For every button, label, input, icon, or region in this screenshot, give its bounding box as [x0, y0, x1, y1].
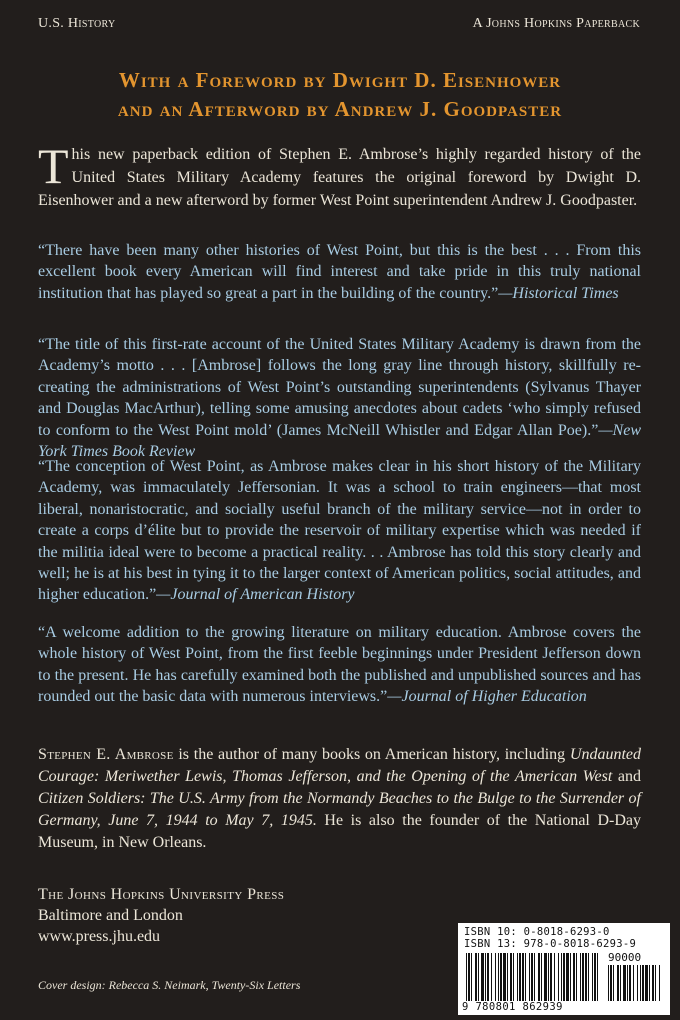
isbn-13: ISBN 13: 978-0-8018-6293-9 — [464, 938, 637, 950]
author-name: Stephen E. Ambrose — [38, 746, 174, 763]
barcode-bar — [566, 953, 569, 1001]
barcode-bar — [510, 953, 512, 1001]
barcode-bar — [640, 965, 641, 1001]
barcode-bar — [468, 953, 470, 1001]
barcode-bar — [534, 953, 535, 1001]
barcode-bar — [561, 953, 562, 1001]
barcode-bar — [594, 953, 596, 1001]
barcode-bar — [485, 953, 486, 1001]
barcode-bar — [585, 953, 587, 1001]
barcode-bar — [531, 953, 533, 1001]
quote-text: “The conception of West Point, as Ambrose makes clear in his short history of the Military Academy, was immaculately Jeffersonian. It was a school to train engineers—that most liberal, nonaristocratic, and socially useful branch of the military service—not in order to create a corps d’élite but to provide the reservoir of military expertise which was needed if the militia ideal were to become a practical reality. . . Ambrose has told this story clearly and well; he is at his best in tying it to the larger context of American politics, social attitudes, and higher education.” — [38, 458, 641, 604]
barcode-bar — [487, 953, 489, 1001]
barcode-bar — [610, 965, 612, 1001]
barcode-bar — [541, 953, 542, 1001]
barcode-bar — [503, 953, 506, 1001]
barcode-bar — [500, 953, 502, 1001]
barcode-bar — [466, 953, 467, 1001]
publisher-name: The Johns Hopkins University Press — [38, 886, 285, 903]
barcode-bar — [529, 953, 530, 1001]
barcode-bar — [637, 965, 638, 1001]
barcode-bar — [544, 953, 547, 1001]
barcode-bar — [613, 965, 614, 1001]
barcode-bar — [498, 953, 499, 1001]
publisher-block — [38, 884, 284, 947]
drop-cap: T — [38, 138, 69, 194]
isbn-10: ISBN 10: 0-8018-6293-0 — [464, 926, 610, 938]
barcode-bar — [582, 953, 584, 1001]
author-bio — [38, 744, 641, 854]
intro-text: his new paperback edition of Stephen E. Ambrose’s highly regarded history of the United States Military Academy features the original foreword by Dwight D. Eisenhower and a new afterword by former West Point superintendent Andrew J. Goodpaster. — [38, 146, 641, 209]
barcode-bar — [659, 965, 660, 1001]
barcode-bar — [592, 953, 593, 1001]
review-quote — [38, 240, 641, 304]
barcode-bar — [471, 953, 472, 1001]
review-quote — [38, 456, 641, 606]
quote-source: —Journal of Higher Education — [387, 688, 587, 706]
book-title: Undaunted Courage: Meriwether Lewis, Thomas Jefferson, and the Opening of the American West — [38, 746, 641, 785]
review-quote — [38, 622, 641, 708]
barcode-bar — [548, 953, 549, 1001]
barcode-bar — [645, 965, 648, 1001]
barcode-bar — [558, 953, 559, 1001]
review-quote — [38, 334, 641, 462]
barcode-bar — [576, 953, 577, 1001]
barcode-bar — [550, 953, 552, 1001]
quote-source: —Journal of American History — [156, 586, 355, 604]
barcode-bar — [522, 953, 524, 1001]
bio-text: is the author of many books on American history, including — [173, 746, 570, 763]
barcode-bar — [519, 953, 521, 1001]
headline-line-2: and an Afterword by Andrew J. Goodpaster — [117, 97, 563, 121]
barcode-bar — [573, 953, 575, 1001]
barcode-bar — [588, 953, 589, 1001]
intro-paragraph — [38, 138, 641, 212]
barcode-bar — [580, 953, 581, 1001]
barcode-bar — [495, 953, 496, 1001]
barcode-bar — [620, 965, 621, 1001]
bio-text: He is also the founder of the National D-Day Museum, in New Orleans. — [38, 812, 641, 851]
price-code: 90000 — [608, 951, 642, 964]
barcode-bar — [513, 953, 514, 1001]
barcode-bar — [491, 953, 492, 1001]
barcode-bar — [517, 953, 518, 1001]
barcode-bar — [538, 953, 540, 1001]
barcode-bar — [570, 953, 571, 1001]
barcode-bar — [642, 965, 644, 1001]
quote-text: “The title of this first-rate account of the United States Military Academy is drawn from the Academy’s motto . . . [Ambrose] follows the long gray line through history, skillfully re-creating the administrations of West Point’s outstanding superintendents (Sylvanus Thayer and Douglas MacArthur), telling some amusing anecdotes about cadets ‘who simply refused to conform to the West Point mold’ (James McNeill Whistler and Edgar Allan Poe).” — [38, 336, 641, 439]
barcode-bar — [608, 965, 609, 1001]
quote-text: “A welcome addition to the growing literature on military education. Ambrose covers the whole history of West Point, from the first feeble beginnings under President Jefferson down to the present. He has carefully examined both the published and unpublished sources and has rounded out the basic data with numerous interviews.” — [38, 624, 641, 706]
quote-source: —Historical Times — [498, 284, 619, 302]
quote-text: “There have been many other histories of West Point, but this is the best . . . From this excellent book every American will find interest and take pride in this truly national institution that has played so great a part in the building of the country.” — [38, 242, 641, 302]
cover-credit: Cover design: Rebecca S. Neimark, Twenty-Six Letters — [38, 978, 301, 992]
barcode-bar — [481, 953, 484, 1001]
imprint-label: A Johns Hopkins Paperback — [472, 16, 640, 31]
barcode-bar — [597, 953, 598, 1001]
publisher-location: Baltimore and London — [38, 907, 183, 924]
barcode-bar — [478, 953, 479, 1001]
barcode-number: 9 780801 862939 — [462, 1001, 563, 1013]
barcode-bar — [652, 965, 654, 1001]
barcode-bar — [629, 965, 631, 1001]
barcode-bar — [627, 965, 628, 1001]
book-title: Citizen Soldiers: The U.S. Army from the Normandy Beaches to the Bulge to the Surrender of Germany, June 7, 1944 to May 7, 1945. — [38, 790, 641, 829]
barcode-bar — [617, 965, 619, 1001]
barcode-bar — [655, 965, 656, 1001]
barcode-bar — [475, 953, 477, 1001]
quote-source: —New York Times Book Review — [38, 421, 641, 461]
barcode-bar — [507, 953, 508, 1001]
headline — [0, 66, 680, 124]
barcode-panel — [458, 923, 670, 1015]
barcode-bar — [563, 953, 565, 1001]
barcode-bar — [554, 953, 555, 1001]
publisher-url[interactable]: www.press.jhu.edu — [38, 928, 161, 945]
barcode-bar — [623, 965, 626, 1001]
category-label: U.S. History — [38, 16, 116, 31]
barcode-bar — [525, 953, 526, 1001]
headline-line-1: With a Foreword by Dwight D. Eisenhower — [118, 68, 562, 92]
bio-text: and — [612, 768, 641, 785]
barcode-bar — [633, 965, 634, 1001]
barcode-bar — [649, 965, 650, 1001]
